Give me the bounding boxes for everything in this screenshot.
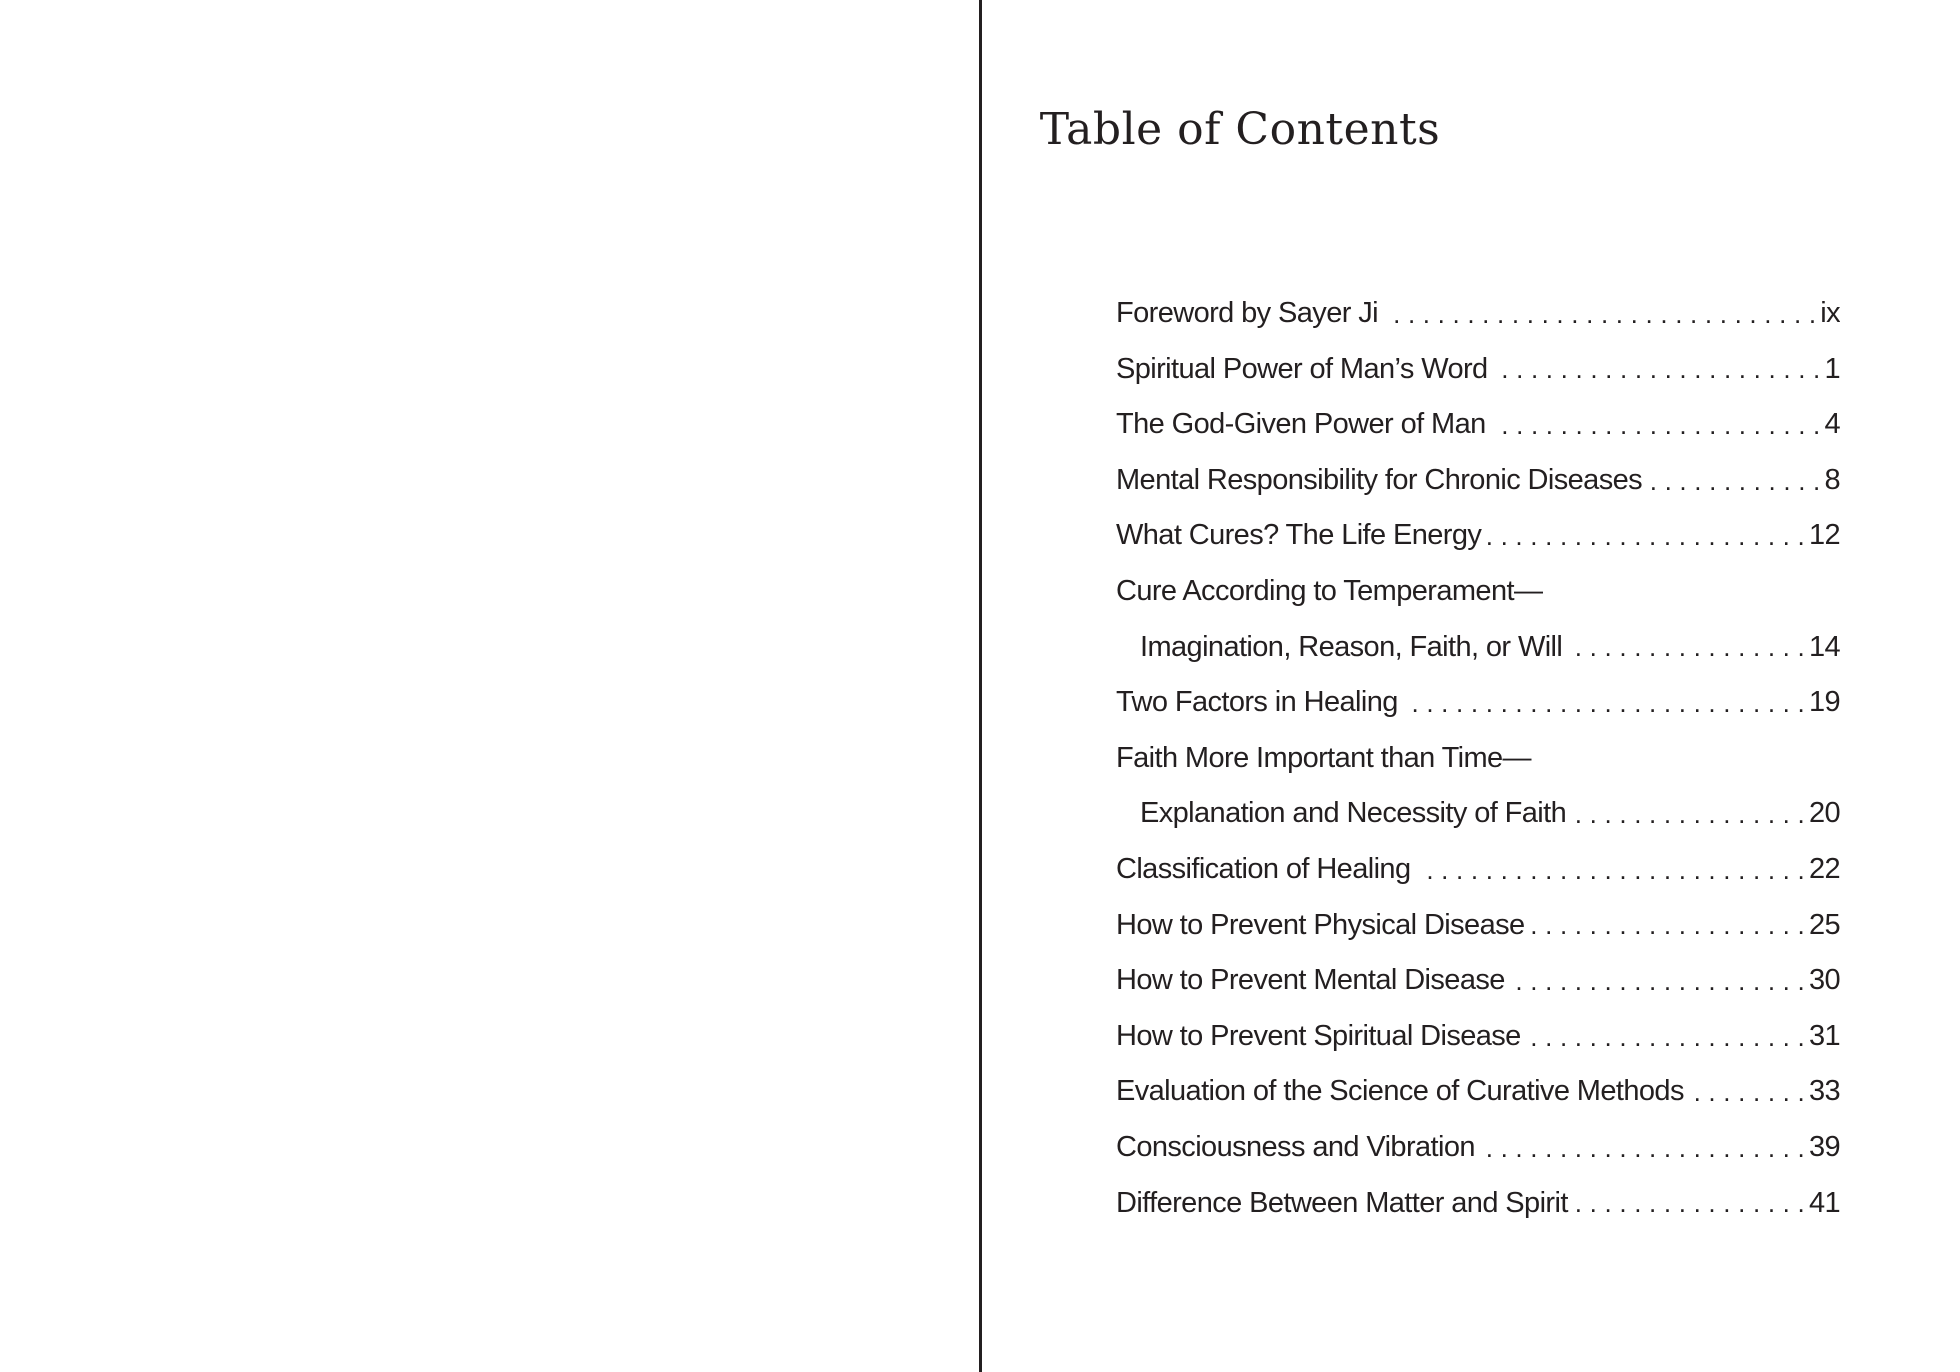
toc-entry [1116,620,1840,676]
toc-entry-page-number: 14 [1808,630,1840,663]
toc-entry [1116,1176,1840,1232]
toc-dot-leader [1648,466,1820,496]
toc-dot-leader [1481,1133,1805,1163]
toc-dot-leader [1404,688,1805,718]
toc-entry-title: Spiritual Power of Man’s Word [1116,352,1488,385]
toc-entry-title: Imagination, Reason, Faith, or Will [1140,630,1563,663]
toc-entry-page-number: 33 [1808,1075,1840,1108]
toc-entry-page-number: 22 [1808,852,1840,885]
toc-entry-title: How to Prevent Spiritual Disease [1116,1019,1521,1052]
toc-entry-title: How to Prevent Mental Disease [1116,964,1505,997]
toc-dot-leader [1690,1077,1805,1107]
toc-entry [1116,342,1840,398]
toc-dot-leader [1492,410,1821,440]
toc-entry-page-number: 12 [1808,519,1840,552]
toc-entry-title: Cure According to Temperament— [1116,574,1543,607]
toc-title: Table of Contents [1039,104,1441,155]
toc-entry-title: Explanation and Necessity of Faith [1140,797,1567,830]
toc-entry [1116,786,1840,842]
toc-entry-title: Difference Between Matter and Spirit [1116,1186,1568,1219]
toc-dot-leader [1531,910,1805,940]
toc-entry [1116,1120,1840,1176]
toc-entry [1116,675,1840,731]
toc-entry [1116,564,1840,620]
toc-entry [1116,731,1840,787]
toc-list [1116,286,1840,1231]
toc-entry-page-number: 4 [1824,408,1840,441]
toc-entry-title: Consciousness and Vibration [1116,1130,1475,1163]
toc-dot-leader [1527,1022,1805,1052]
toc-entry-page-number: 31 [1808,1019,1840,1052]
left-page-blank [0,0,979,1372]
toc-entry [1116,397,1840,453]
toc-dot-leader [1384,299,1816,329]
toc-entry-title: Classification of Healing [1116,852,1411,885]
toc-entry-title: The God-Given Power of Man [1116,408,1486,441]
toc-entry-title: Mental Responsibility for Chronic Diseases [1116,463,1643,496]
toc-entry-page-number: 1 [1824,352,1840,385]
toc-entry-page-number: 20 [1808,797,1840,830]
toc-entry [1116,453,1840,509]
toc-entry-page-number: 25 [1808,908,1840,941]
toc-entry [1116,953,1840,1009]
toc-entry-title: What Cures? The Life Energy [1116,519,1482,552]
toc-dot-leader [1494,354,1821,384]
toc-entry-title: Two Factors in Healing [1116,686,1398,719]
toc-entry-title: How to Prevent Physical Disease [1116,908,1525,941]
toc-entry [1116,842,1840,898]
toc-entry-page-number: ix [1820,297,1840,329]
toc-dot-leader [1572,799,1805,829]
toc-entry [1116,1064,1840,1120]
toc-dot-leader [1417,855,1805,885]
toc-entry-page-number: 8 [1824,463,1840,496]
toc-dot-leader [1511,966,1805,996]
toc-entry-page-number: 41 [1808,1186,1840,1219]
toc-entry-page-number: 30 [1808,964,1840,997]
toc-dot-leader [1568,632,1805,662]
toc-entry [1116,1009,1840,1065]
toc-entry-title: Faith More Important than Time— [1116,741,1531,774]
toc-entry-page-number: 39 [1808,1130,1840,1163]
toc-entry-title: Evaluation of the Science of Curative Methods [1116,1075,1684,1108]
toc-entry [1116,898,1840,954]
toc-entry [1116,286,1840,342]
toc-entry [1116,508,1840,564]
toc-entry-page-number: 19 [1808,686,1840,719]
toc-dot-leader [1487,521,1805,551]
toc-dot-leader [1574,1188,1805,1218]
toc-entry-title: Foreword by Sayer Ji [1116,297,1378,329]
